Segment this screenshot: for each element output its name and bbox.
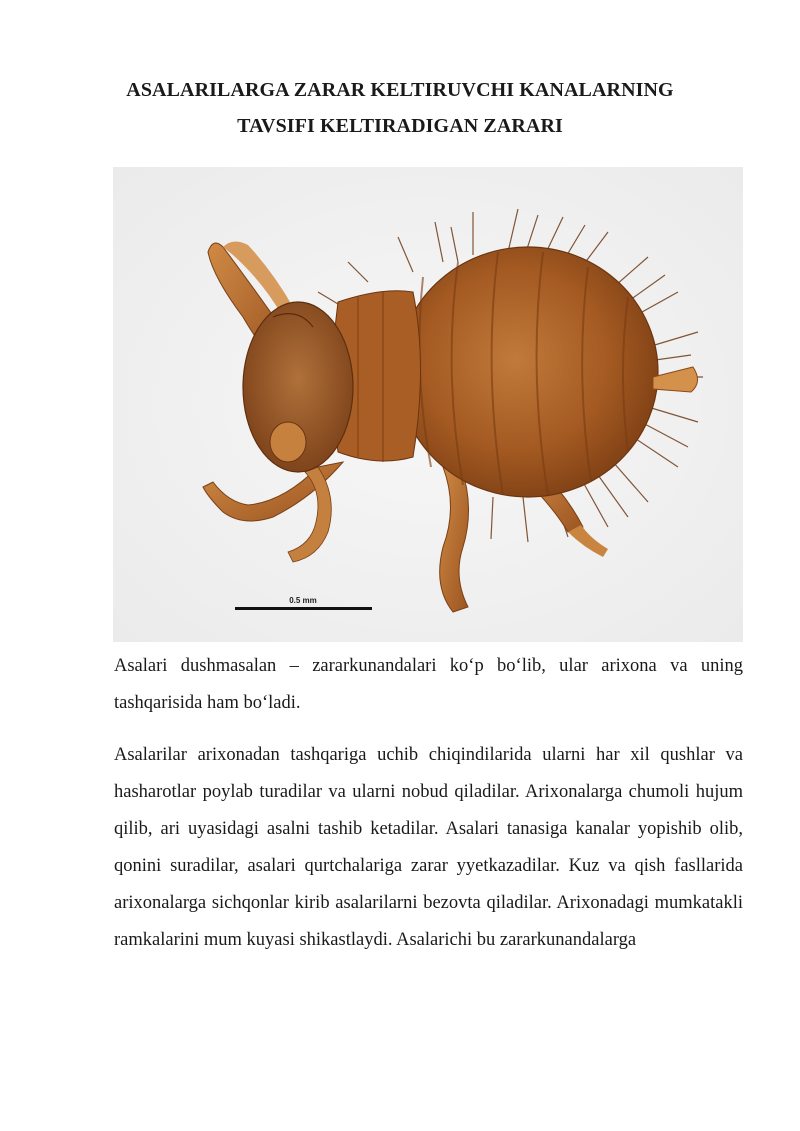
title-line-2: TAVSIFI KELTIRADIGAN ZARARI [237, 115, 563, 137]
paragraph-1: Asalari dushmasalan – zararkunandalari ko‘p bo‘lib, ular arixona va uning tashqarisida ham bo‘ladi. [114, 656, 743, 713]
scale-bar-label: 0.5 mm [289, 596, 317, 605]
mite-photograph [113, 167, 743, 642]
abdomen [398, 247, 658, 497]
paragraph-2: Asalarilar arixonadan tashqariga uchib chiqindilarida ularni har xil qushlar va hasharotlar poylab turadilar va ularni nobud qiladilar. Arixonalarga chumoli hujum qilib, ari uyasidagi asalni tashib ketadilar. Asalari tanasiga kanalar yopishib olib, qonini suradilar, asalari qurtchalariga zarar yyetkazadilar. Kuz va qish fasllarida arixonalarga sichqonlar kirib asalarilarni bezovta qiladilar. Arixonadagi mumkatakli ramkalarini mum kuyasi shikastlaydi. Asalarichi bu zararkunandalarga [114, 745, 743, 950]
document-title [60, 72, 740, 144]
title-line-1: ASALARILARGA ZARAR KELTIRUVCHI KANALARNING [126, 79, 674, 101]
